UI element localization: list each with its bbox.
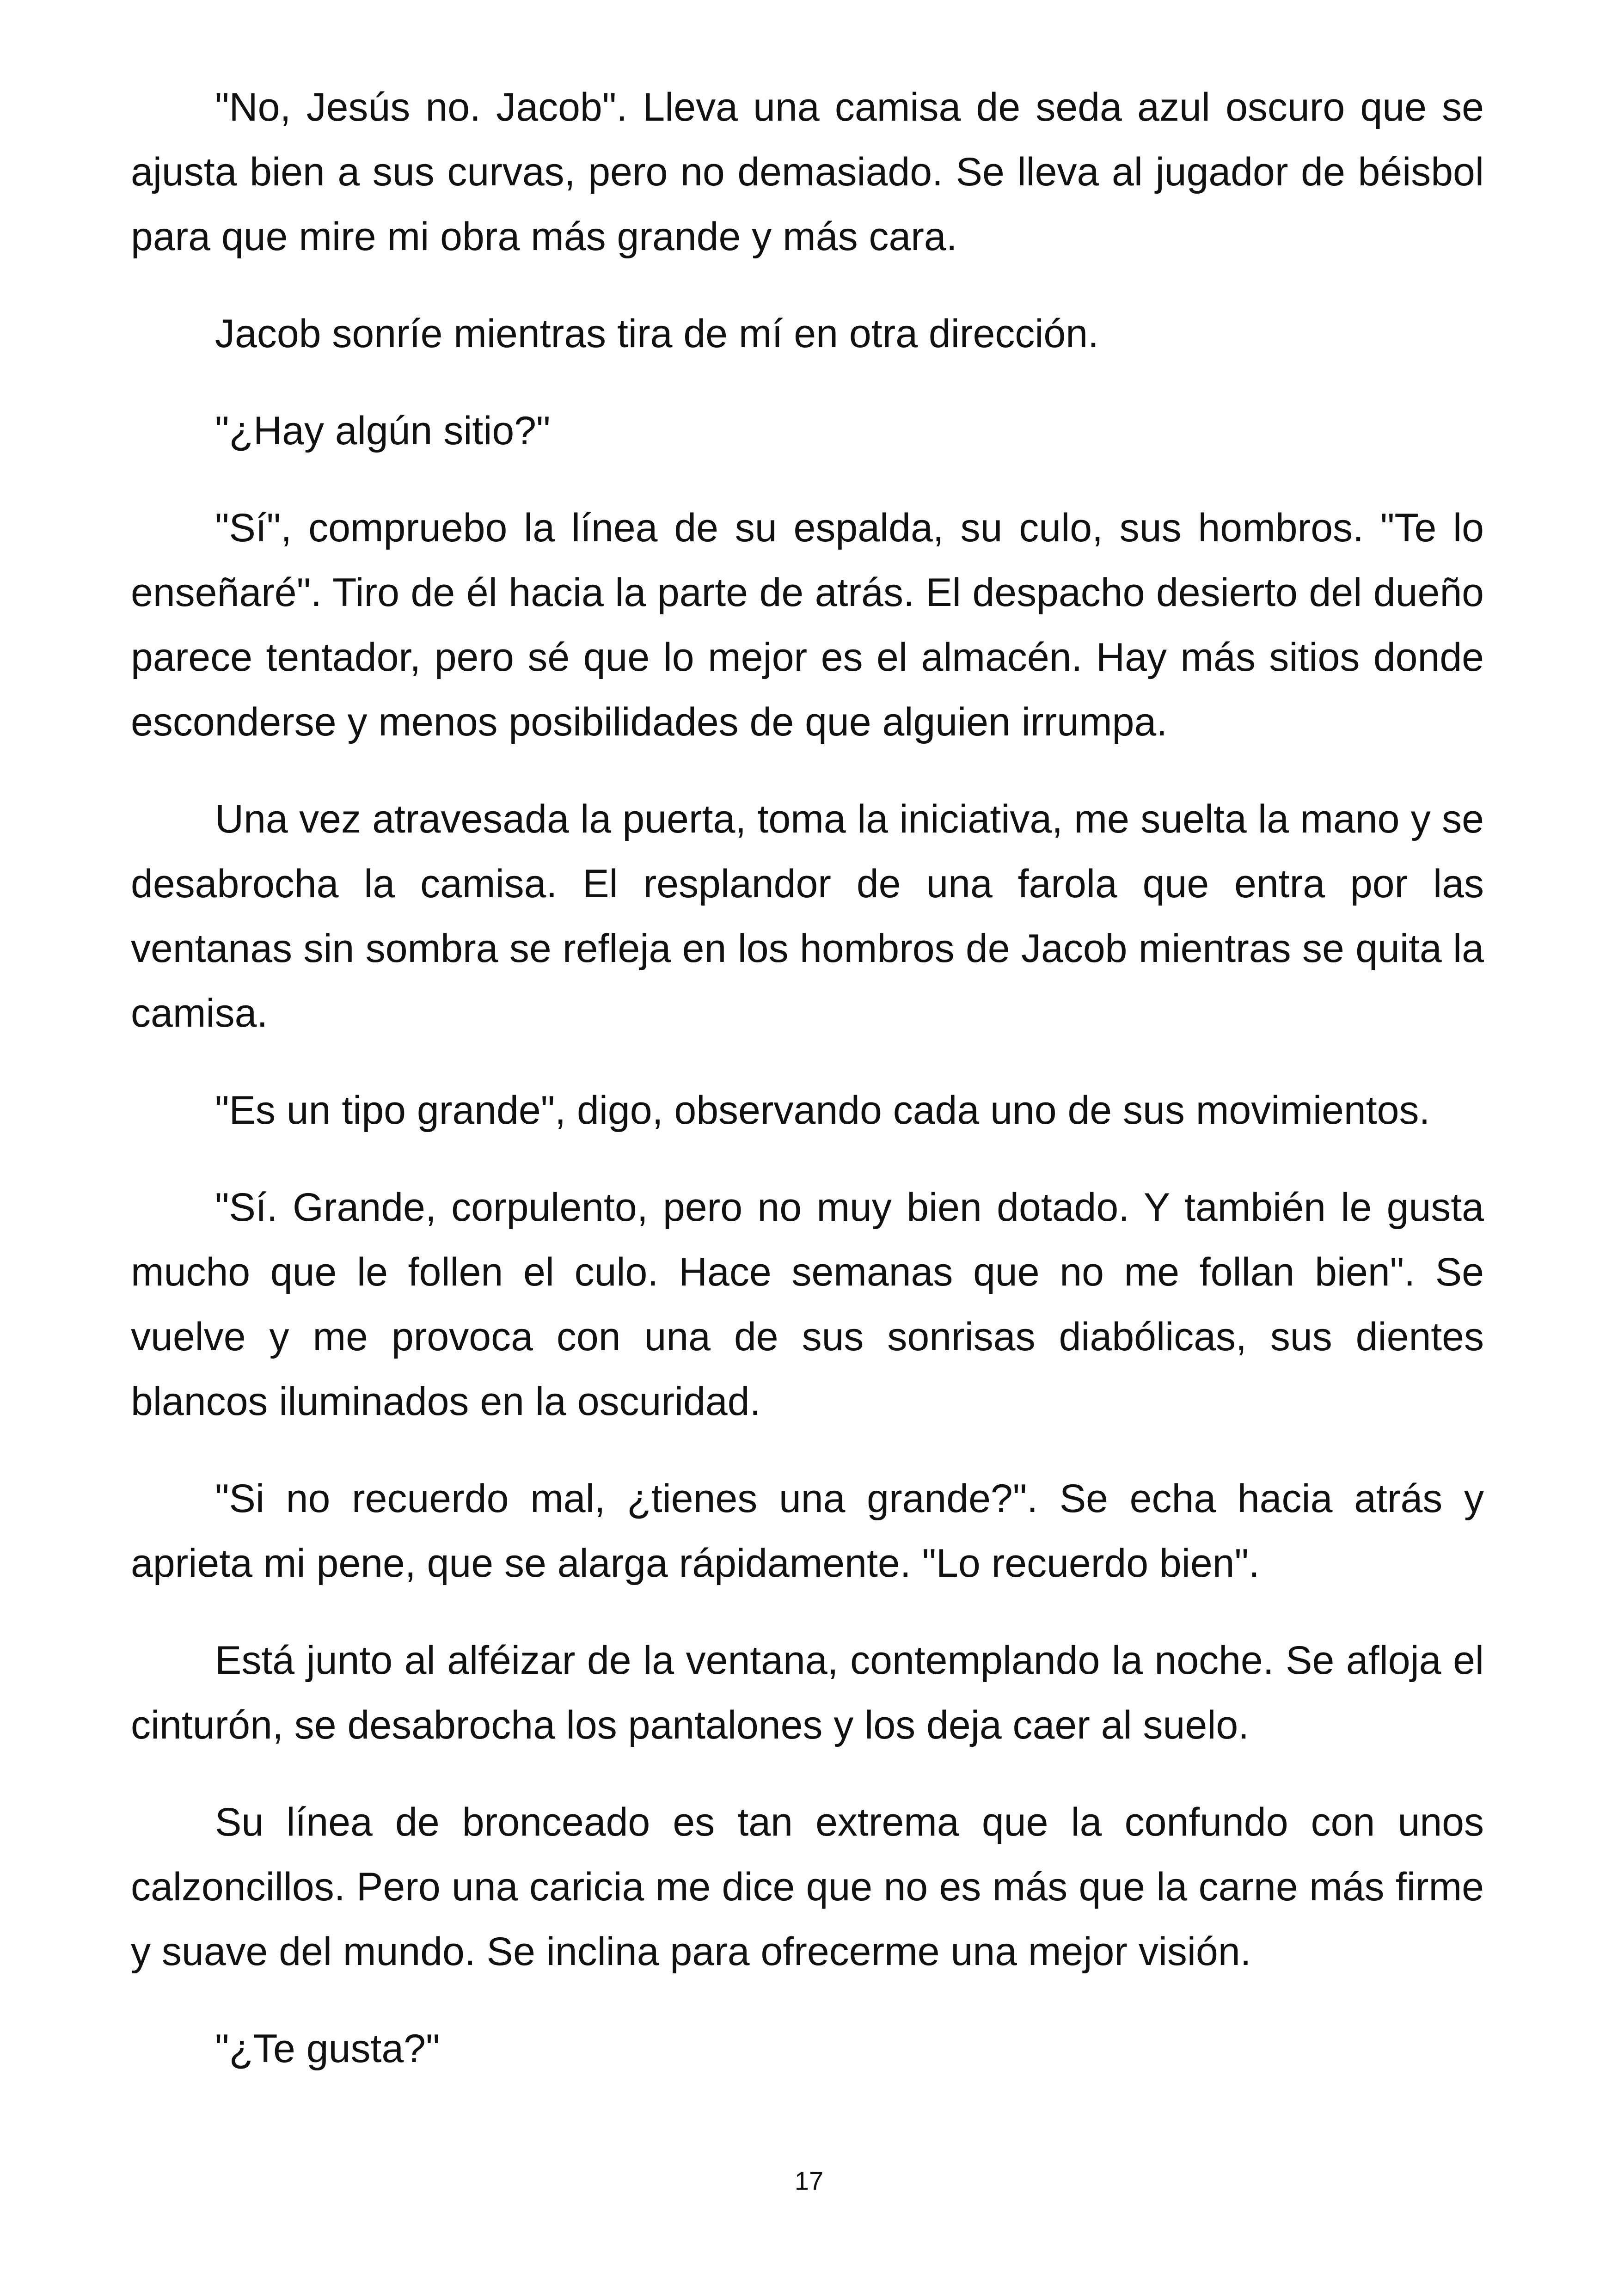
- paragraph: "Sí. Grande, corpulento, pero no muy bien dotado. Y también le gusta mucho que le follen el culo. Hace semanas que no me follan bien". Se vuelve y me provoca con una de sus sonrisas diabólicas, sus dientes blancos iluminados en la oscuridad.: [131, 1185, 1484, 1424]
- page-number: 17: [794, 2166, 824, 2195]
- paragraph: "Sí", compruebo la línea de su espalda, su culo, sus hombros. "Te lo enseñaré". Tiro de él hacia la parte de atrás. El despacho desierto del dueño parece tentador, pero sé que lo mejor es el almacén. Hay más sitios donde esconderse y menos posibilidades de que alguien irrumpa.: [131, 506, 1484, 744]
- paragraph: Su línea de bronceado es tan extrema que la confundo con unos calzoncillos. Pero una caricia me dice que no es más que la carne más firme y suave del mundo. Se inclina para ofrecerme una mejor visión.: [131, 1800, 1484, 1974]
- body-text: [131, 75, 1484, 2113]
- paragraph: "No, Jesús no. Jacob". Lleva una camisa de seda azul oscuro que se ajusta bien a sus curvas, pero no demasiado. Se lleva al jugador de béisbol para que mire mi obra más grande y más cara.: [131, 85, 1484, 259]
- paragraph: "Si no recuerdo mal, ¿tienes una grande?". Se echa hacia atrás y aprieta mi pene, que se alarga rápidamente. "Lo recuerdo bien".: [131, 1476, 1484, 1586]
- paragraph: "¿Te gusta?": [215, 2027, 440, 2071]
- paragraph: "Es un tipo grande", digo, observando cada uno de sus movimientos.: [215, 1088, 1430, 1133]
- paragraph: Jacob sonríe mientras tira de mí en otra dirección.: [215, 312, 1099, 356]
- paragraph: Está junto al alféizar de la ventana, contemplando la noche. Se afloja el cinturón, se desabrocha los pantalones y los deja caer al suelo.: [131, 1638, 1484, 1747]
- paragraph: "¿Hay algún sitio?": [215, 409, 551, 453]
- paragraph: Una vez atravesada la puerta, toma la iniciativa, me suelta la mano y se desabrocha la camisa. El resplandor de una farola que entra por las ventanas sin sombra se refleja en los hombros de Jacob mientras se quita la camisa.: [131, 797, 1484, 1035]
